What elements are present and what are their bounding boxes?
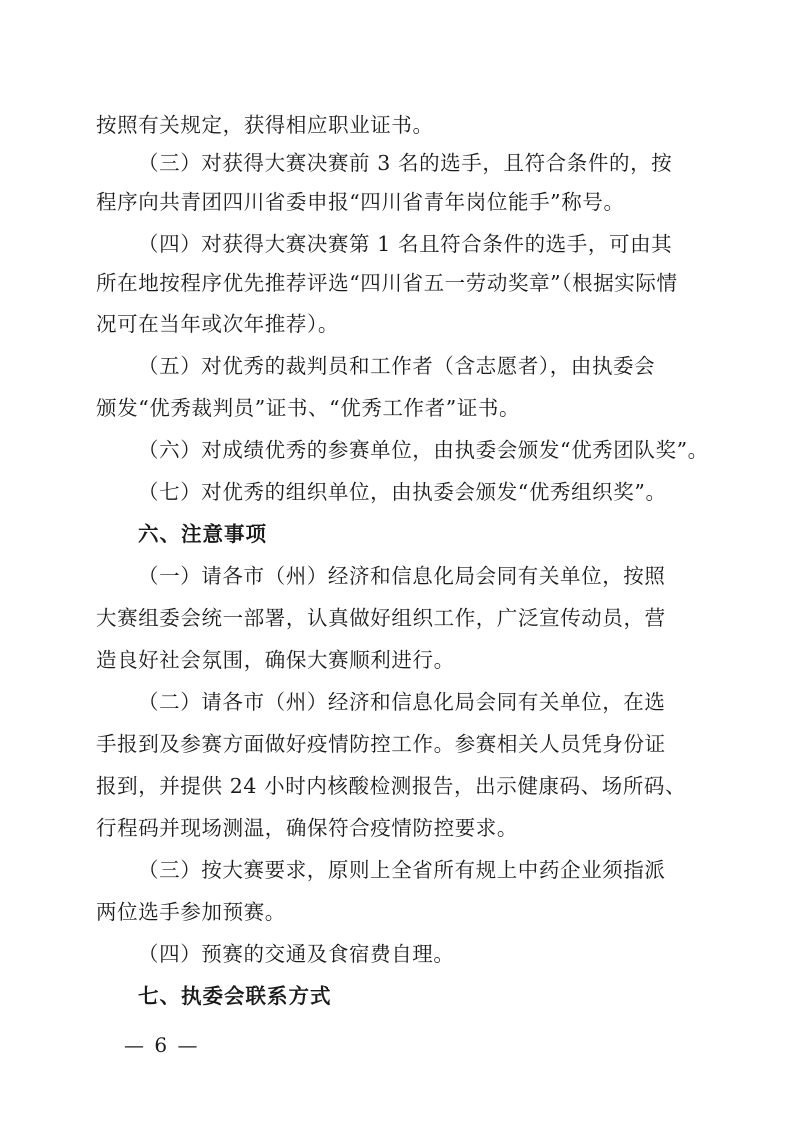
paragraph-line: 况可在当年或次年推荐）。 [96, 312, 339, 336]
paragraph-line: 颁发“优秀裁判员”证书、“优秀工作者”证书。 [96, 396, 521, 420]
paragraph-line: 造良好社会氛围，确保大赛顺利进行。 [96, 648, 455, 672]
paragraph-line: （一）请各市（州）经济和信息化局会同有关单位，按照 [138, 564, 666, 588]
paragraph-line: （五）对优秀的裁判员和工作者（含志愿者），由执委会 [138, 354, 656, 378]
paragraph-line: （四）预赛的交通及食宿费自理。 [138, 942, 455, 966]
paragraph-line: 两位选手参加预赛。 [96, 900, 286, 924]
section-heading: 六、注意事项 [138, 522, 267, 546]
paragraph-line: 按照有关规定，获得相应职业证书。 [96, 113, 434, 137]
paragraph-line: （三）对获得大赛决赛前 3 名的选手，且符合条件的，按 [138, 151, 673, 175]
paragraph-line: （三）按大赛要求，原则上全省所有规上中药企业须指派 [138, 858, 666, 882]
paragraph-line: 所在地按程序优先推荐评选“四川省五一劳动奖章”（根据实际情 [96, 271, 678, 295]
paragraph-line: 大赛组委会统一部署，认真做好组织工作，广泛宣传动员，营 [96, 606, 666, 630]
paragraph-line: 手报到及参赛方面做好疫情防控工作。参赛相关人员凭身份证 [96, 732, 666, 756]
paragraph-line: （四）对获得大赛决赛第 1 名且符合条件的选手，可由其 [138, 232, 673, 256]
paragraph-line: 行程码并现场测温，确保符合疫情防控要求。 [96, 816, 518, 840]
paragraph-line: 程序向共青团四川省委申报“四川省青年岗位能手”称号。 [96, 190, 625, 214]
paragraph-line: （二）请各市（州）经济和信息化局会同有关单位，在选 [138, 690, 666, 714]
page-number: — 6 — [124, 1033, 200, 1057]
section-heading: 七、执委会联系方式 [138, 984, 332, 1008]
paragraph-line: （七）对优秀的组织单位，由执委会颁发“优秀组织奖”。 [138, 480, 667, 504]
paragraph-line: 报到，并提供 24 小时内核酸检测报告，出示健康码、场所码、 [96, 774, 687, 798]
paragraph-line: （六）对成绩优秀的参赛单位，由执委会颁发“优秀团队奖”。 [138, 438, 709, 462]
